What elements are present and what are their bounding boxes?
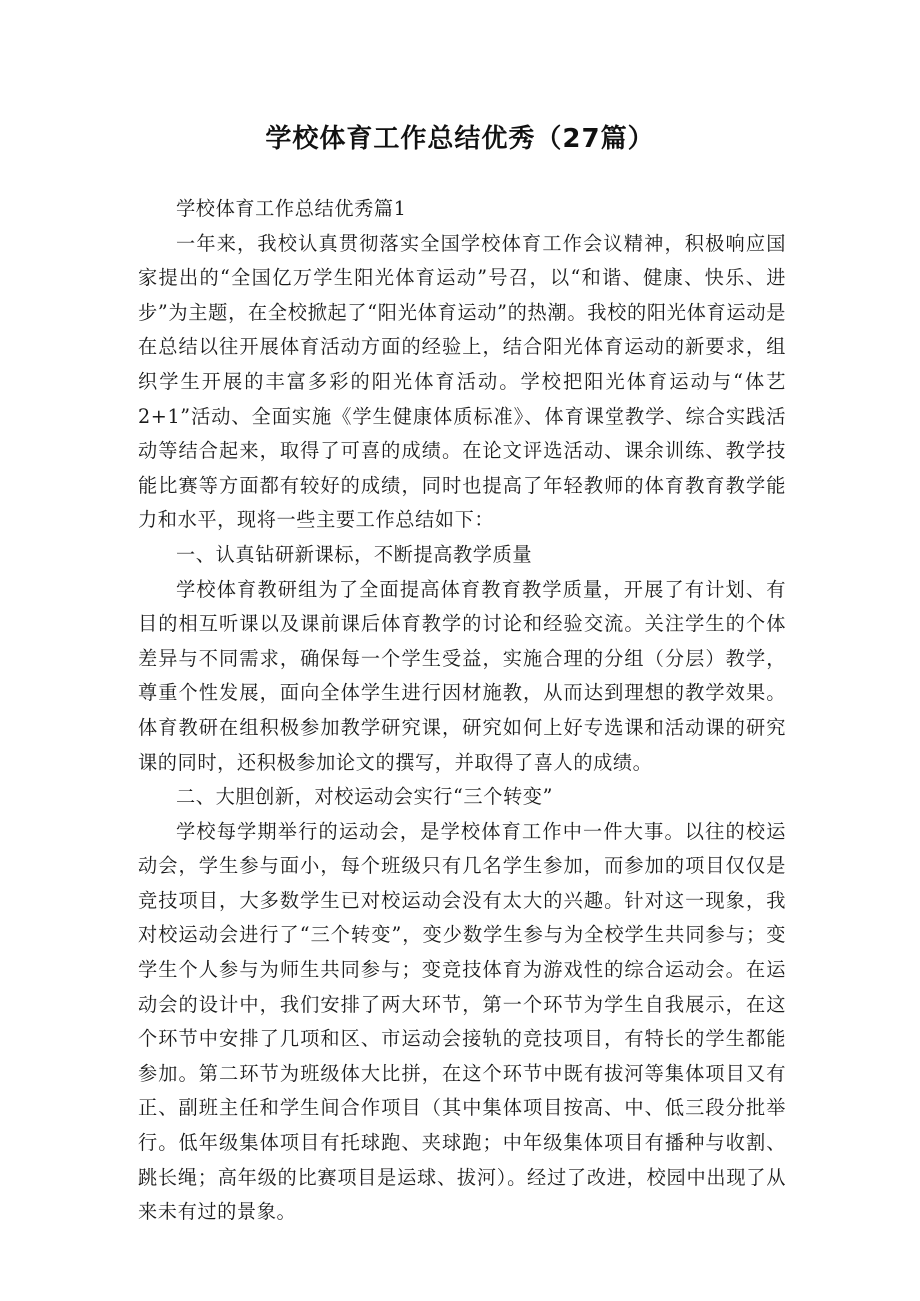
- section-1-paragraph: 学校体育教研组为了全面提高体育教育教学质量，开展了有计划、有目的相互听课以及课前课后体育教学的讨论和经验交流。关注学生的个体差异与不同需求，确保每一个学生受益，实施合理的分组（分层）教学，尊重个性发展，面向全体学生进行因材施教，从而达到理想的教学效果。体育教研在组积极参加教学研究课，研究如何上好专选课和活动课的研究课的同时，还积极参加论文的撰写，并取得了喜人的成绩。: [138, 577, 786, 774]
- document-title: 学校体育工作总结优秀（27篇）: [265, 124, 655, 154]
- document-body: [138, 192, 786, 1230]
- section-heading-2: 二、大胆创新，对校运动会实行“三个转变”: [176, 785, 553, 809]
- article-subtitle: 学校体育工作总结优秀篇1: [176, 197, 407, 220]
- section-2-paragraph: 学校每学期举行的运动会，是学校体育工作中一件大事。以往的校运动会，学生参与面小，每个班级只有几名学生参加，而参加的项目仅仅是竞技项目，大多数学生已对校运动会没有太大的兴趣。针对这一现象，我对校运动会进行了“三个转变”，变少数学生参与为全校学生共同参与；变学生个人参与为师生共同参与；变竞技体育为游戏性的综合运动会。在运动会的设计中，我们安排了两大环节，第一个环节为学生自我展示，在这个环节中安排了几项和区、市运动会接轨的竞技项目，有特长的学生都能参加。第二环节为班级体大比拼，在这个环节中既有拔河等集体项目又有正、副班主任和学生间合作项目（其中集体项目按高、中、低三段分批举行。低年级集体项目有托球跑、夹球跑；中年级集体项目有播种与收割、跳长绳；高年级的比赛项目是运球、拔河）。经过了改进，校园中出现了从来未有过的景象。: [138, 819, 786, 1224]
- intro-paragraph: 一年来，我校认真贯彻落实全国学校体育工作会议精神，积极响应国家提出的“全国亿万学生阳光体育运动”号召，以“和谐、健康、快乐、进步”为主题，在全校掀起了“阳光体育运动”的热潮。我校的阳光体育运动是在总结以往开展体育活动方面的经验上，结合阳光体育运动的新要求，组织学生开展的丰富多彩的阳光体育活动。学校把阳光体育运动与“体艺2+1”活动、全面实施《学生健康体质标准》、体育课堂教学、综合实践活动等结合起来，取得了可喜的成绩。在论文评选活动、课余训练、教学技能比赛等方面都有较好的成绩，同时也提高了年轻教师的体育教育教学能力和水平，现将一些主要工作总结如下：: [138, 231, 786, 532]
- section-heading-1: 一、认真钻研新课标，不断提高教学质量: [176, 542, 533, 566]
